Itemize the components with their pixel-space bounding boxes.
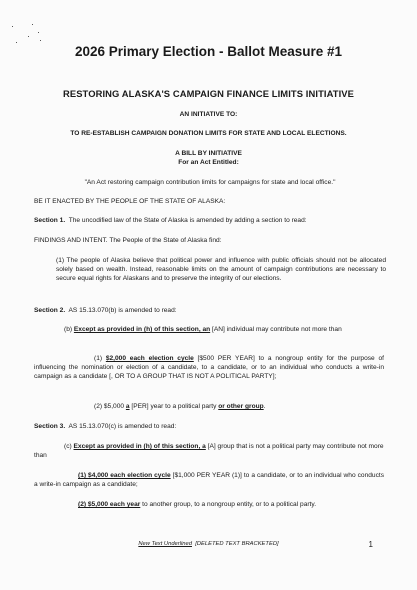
s2-item-2-prefix: (2) $5,000 <box>94 403 126 410</box>
subsection-c-prefix: (c) <box>64 443 74 450</box>
section-2 <box>34 306 384 315</box>
section-2-item-2 <box>94 402 384 411</box>
s2-item-2-underlined-a: a <box>125 403 130 410</box>
s2-item-2-end: . <box>263 403 266 410</box>
section-1-label: Section 1. <box>34 217 66 224</box>
findings-heading: FINDINGS AND INTENT. The People of the State of Alaska find: <box>34 237 222 244</box>
s3-item-2-rest: to another group, to a nongroup entity, or to a political party. <box>140 501 317 508</box>
s2-item-1-rest: [$500 PER YEAR] to a nongroup entity for the purpose of influencing the nomination or election of a candidate, to a candidate, or to an individual who conducts a write-in campaign as a candidate [, OR TO A GROUP THAT IS NOT A POLITICAL PARTY]; <box>34 355 384 380</box>
page-title: 2026 Primary Election - Ballot Measure #1 <box>74 44 343 59</box>
s3-item-1-underlined: (1) $4,000 each election cycle <box>78 472 171 479</box>
s2-item-1-underlined: $2,000 each election cycle <box>105 355 194 362</box>
initiative-title: RESTORING ALASKA'S CAMPAIGN FINANCE LIMITS INITIATIVE <box>62 88 355 99</box>
enacting-clause: BE IT ENACTED BY THE PEOPLE OF THE STATE OF ALASKA: <box>34 198 226 205</box>
s3-item-2-underlined: (2) $5,000 each year <box>78 501 141 508</box>
section-3-item-1 <box>34 471 384 489</box>
s2-item-2-underlined-b: or other group <box>218 403 264 410</box>
section-3-label: Section 3. <box>34 423 66 430</box>
initiative-to-heading: AN INITIATIVE TO: <box>179 111 238 118</box>
section-2-subsection-b <box>34 325 384 334</box>
footer-new-text: New Text Underlined <box>138 541 192 547</box>
s2-item-1-prefix: (1) <box>94 355 106 362</box>
subsection-b-rest: [AN] individual may contribute not more than <box>210 326 342 333</box>
section-2-label: Section 2. <box>34 307 66 314</box>
section-3-subsection-c <box>34 442 384 460</box>
subsection-b-underlined: Except as provided in (h) of this section, an <box>73 326 211 333</box>
footer-legend <box>0 541 417 547</box>
section-2-item-1 <box>34 354 384 381</box>
s2-item-2-mid: [PER] year to a political party <box>129 403 219 410</box>
section-2-text: AS 15.13.070(b) is amended to read: <box>68 307 177 314</box>
subsection-c-rest: [A] group that is not a political party may contribute not more than <box>34 443 384 459</box>
bill-by-initiative: A BILL BY INITIATIVE <box>175 150 242 157</box>
section-3 <box>34 422 384 431</box>
section-3-item-2 <box>78 500 388 509</box>
page-number: 1 <box>368 540 373 549</box>
section-1-text: The uncodified law of the State of Alaska is amended by adding a section to read: <box>68 217 307 224</box>
section-1 <box>34 216 384 225</box>
act-title: "An Act restoring campaign contribution limits for campaigns for state and local office." <box>84 179 336 186</box>
subsection-b-prefix: (b) <box>64 326 74 333</box>
finding-1: (1) The people of Alaska believe that political power and influence with public officials should not be allocated solely based on wealth. Instead, reasonable limits on the amount of campaign contributions are necessary to secure equal rights for Alaskans and to preserve the integrity of our elections. <box>56 257 386 282</box>
act-entitled: For an Act Entitled: <box>178 159 239 166</box>
section-3-text: AS 15.13.070(c) is amended to read: <box>68 423 177 430</box>
s3-item-1-rest: [$1,000 PER YEAR (1)] to a candidate, or to an individual who conducts a write-in campaign as a candidate; <box>34 472 384 488</box>
subsection-c-underlined: Except as provided in (h) of this section, a <box>73 443 206 450</box>
footer-deleted-text: [DELETED TEXT BRACKETED] <box>195 541 279 547</box>
initiative-purpose: TO RE-ESTABLISH CAMPAIGN DONATION LIMITS FOR STATE AND LOCAL ELECTIONS. <box>70 130 347 137</box>
